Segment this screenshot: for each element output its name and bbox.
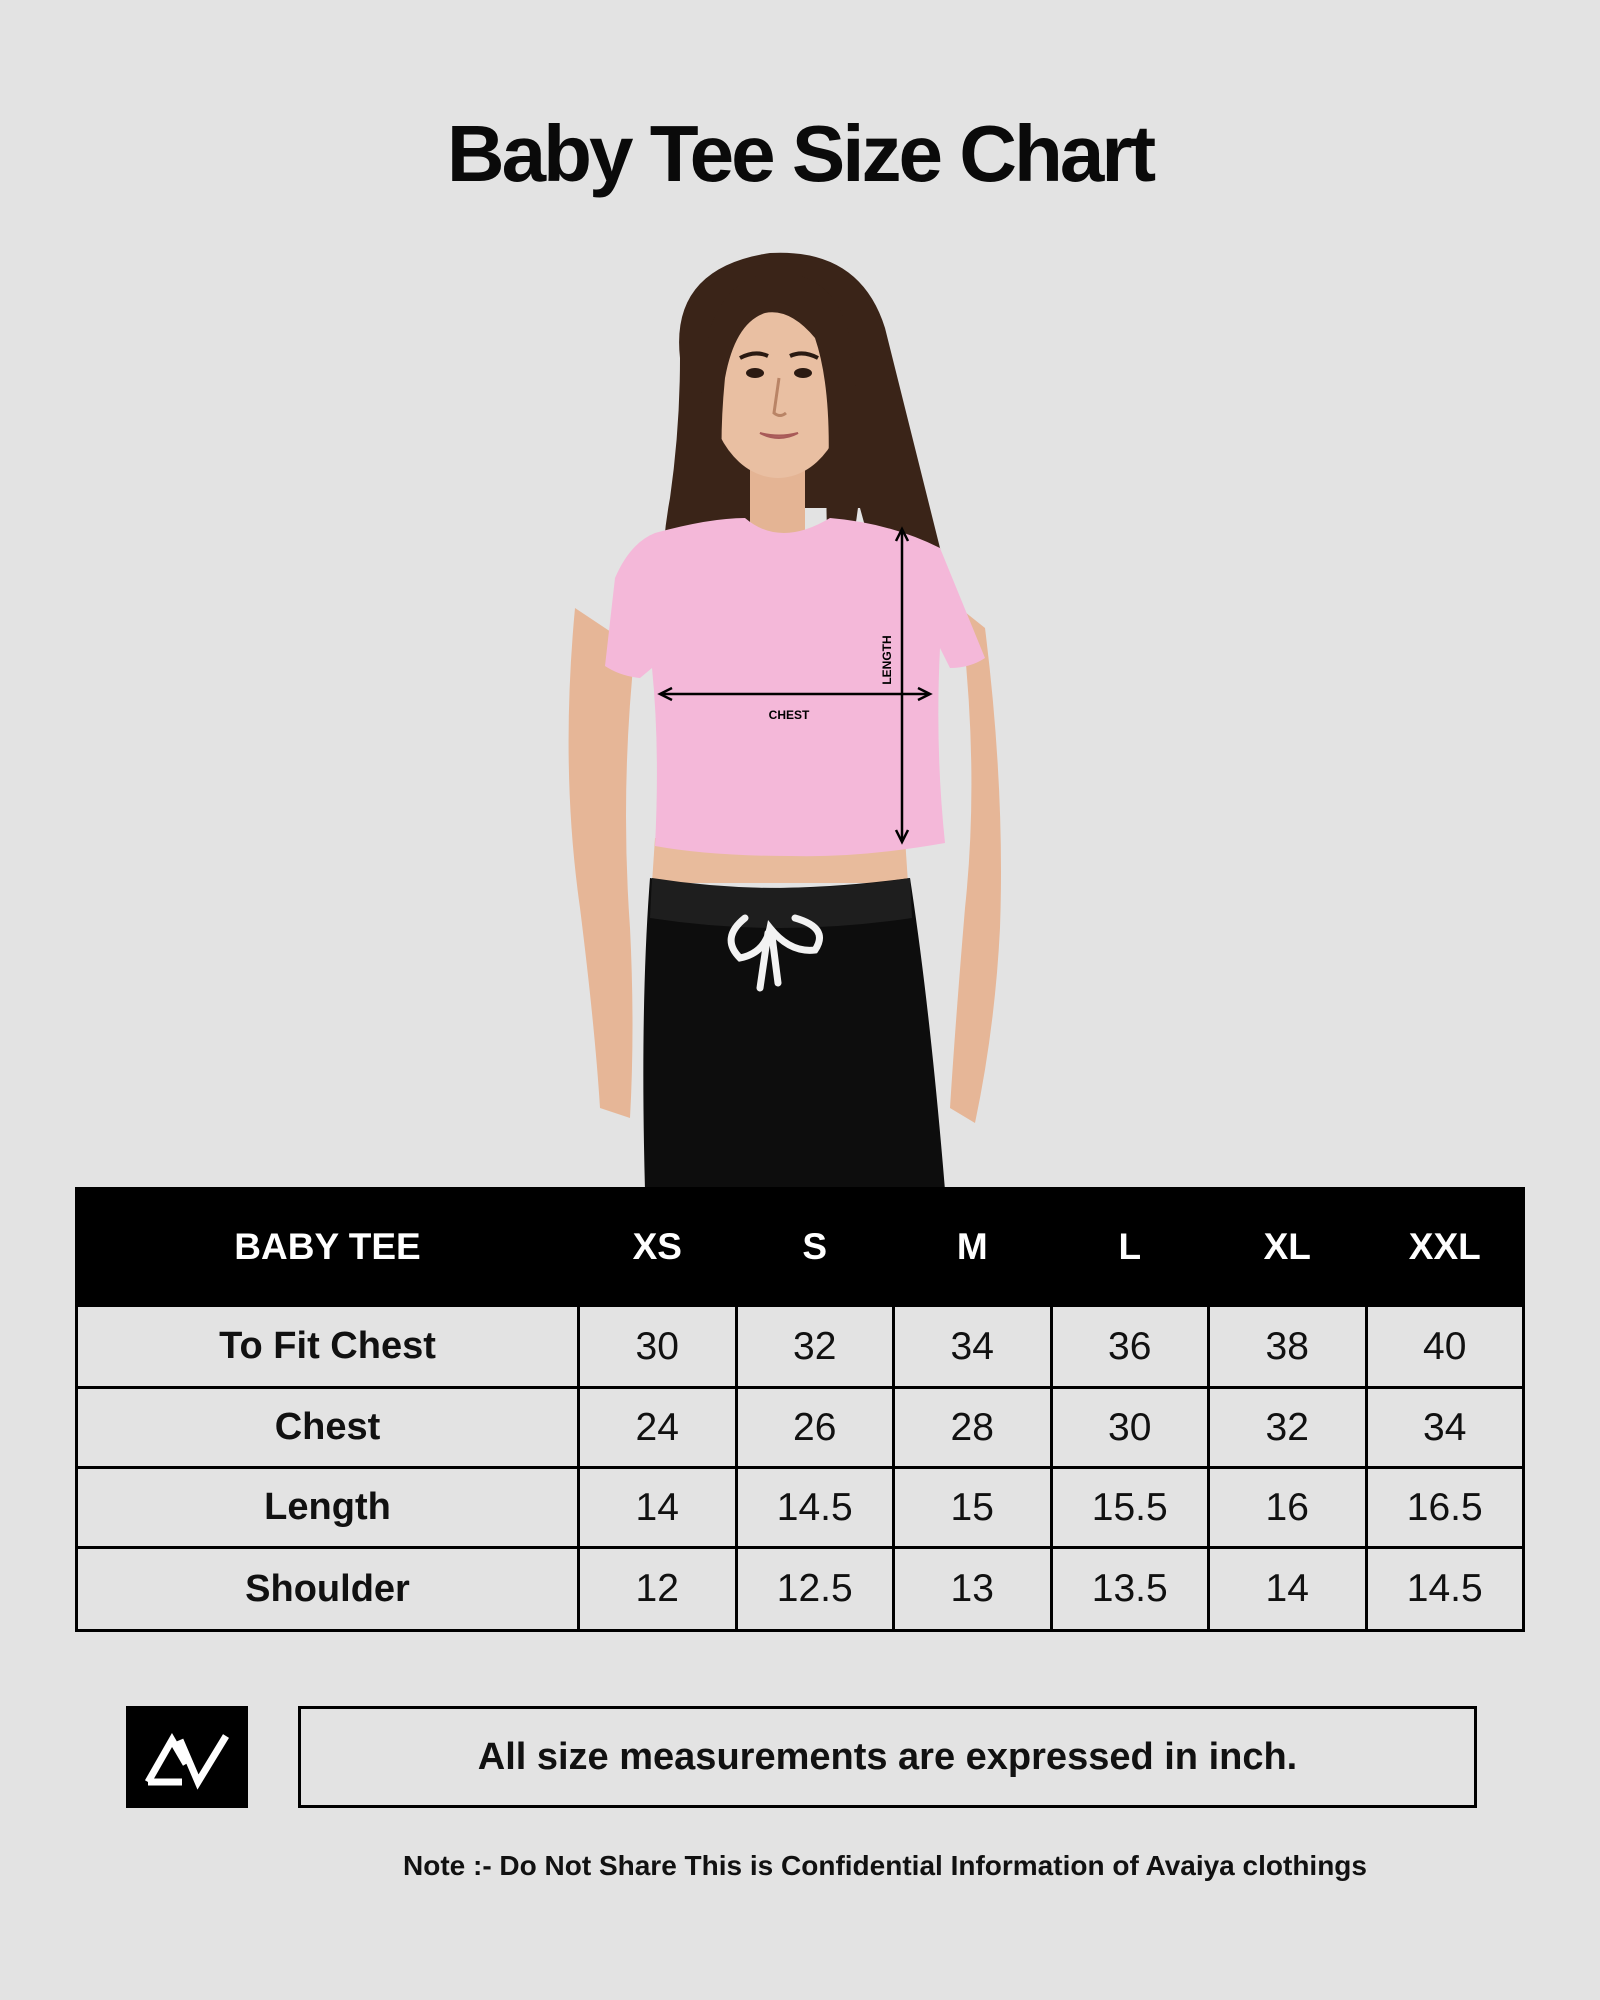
table-row [77, 1468, 1524, 1548]
header-size-xs: XS [579, 1189, 737, 1306]
table-row [77, 1306, 1524, 1388]
confidential-note: Note :- Do Not Share This is Confidential Information of Avaiya clothings [403, 1850, 1367, 1881]
table-cell: 24 [579, 1388, 737, 1468]
header-size-m: M [894, 1189, 1052, 1306]
table-cell: 12 [579, 1548, 737, 1631]
page-title: Baby Tee Size Chart [446, 109, 1154, 198]
table-cell: 12.5 [736, 1548, 894, 1631]
pants-waistband [650, 878, 912, 928]
left-eye [746, 368, 764, 378]
tee-shirt [605, 518, 985, 856]
table-header-row [77, 1189, 1524, 1306]
table-cell: 14.5 [736, 1468, 894, 1548]
table-cell: 30 [579, 1306, 737, 1388]
header-size-xl: XL [1209, 1189, 1367, 1306]
table-cell: 26 [736, 1388, 894, 1468]
table-cell: 32 [1209, 1388, 1367, 1468]
table-cell: 34 [894, 1306, 1052, 1388]
table-cell: 14 [579, 1468, 737, 1548]
left-arm [569, 608, 635, 1118]
size-chart-table [75, 1187, 1525, 1632]
measurement-notice [298, 1706, 1477, 1808]
row-label: To Fit Chest [77, 1306, 579, 1388]
row-label: Shoulder [77, 1548, 579, 1631]
header-size-xxl: XXL [1366, 1189, 1524, 1306]
measurement-notice-text: All size measurements are expressed in inch. [477, 1735, 1298, 1778]
table-cell: 40 [1366, 1306, 1524, 1388]
table-cell: 15.5 [1051, 1468, 1209, 1548]
header-size-l: L [1051, 1189, 1209, 1306]
chest-label: CHEST [768, 708, 810, 722]
table-cell: 16 [1209, 1468, 1367, 1548]
table-cell: 38 [1209, 1306, 1367, 1388]
row-label: Chest [77, 1388, 579, 1468]
table-row [77, 1388, 1524, 1468]
row-label: Length [77, 1468, 579, 1548]
table-cell: 14.5 [1366, 1548, 1524, 1631]
table-cell: 16.5 [1366, 1468, 1524, 1548]
right-eye [794, 368, 812, 378]
table-cell: 36 [1051, 1306, 1209, 1388]
table-cell: 15 [894, 1468, 1052, 1548]
table-cell: 30 [1051, 1388, 1209, 1468]
table-cell: 13 [894, 1548, 1052, 1631]
header-size-s: S [736, 1189, 894, 1306]
brand-logo-icon [126, 1706, 248, 1808]
length-label: LENGTH [880, 635, 894, 685]
table-cell: 32 [736, 1306, 894, 1388]
table-cell: 14 [1209, 1548, 1367, 1631]
header-product: BABY TEE [77, 1189, 579, 1306]
table-cell: 34 [1366, 1388, 1524, 1468]
table-row [77, 1548, 1524, 1631]
table-cell: 28 [894, 1388, 1052, 1468]
model-photo [560, 248, 1060, 1190]
right-arm [950, 608, 1001, 1123]
table-cell: 13.5 [1051, 1548, 1209, 1631]
